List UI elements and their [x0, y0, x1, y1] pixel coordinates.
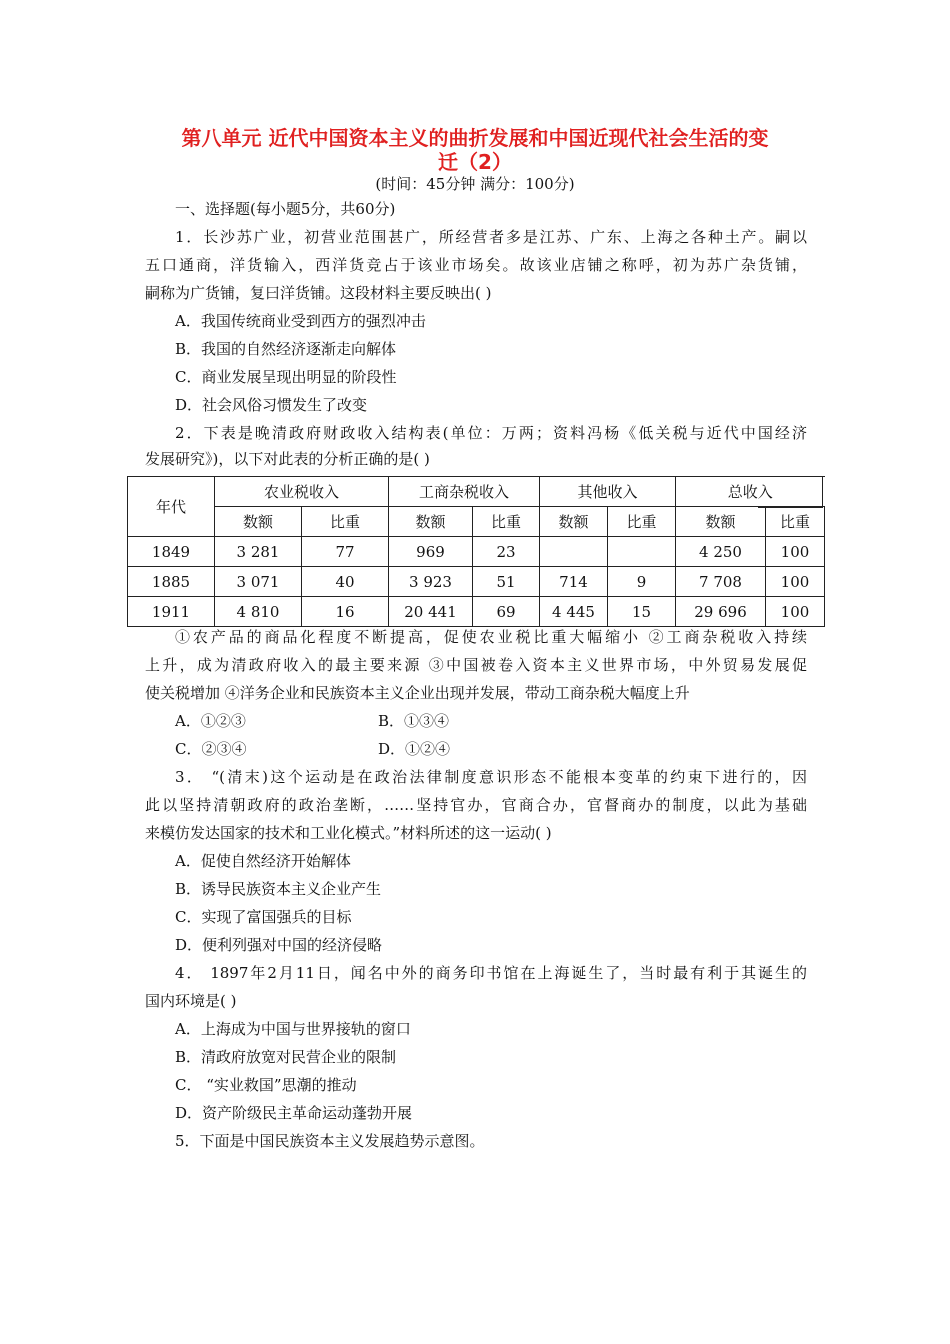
table-cell: 7 708	[676, 567, 766, 597]
table-header-commerce: 工商杂税收入	[389, 477, 540, 507]
question-3-option-b: B．诱导民族资本主义企业产生	[175, 880, 382, 898]
table-cell: 100	[766, 567, 825, 597]
table-cell: 40	[302, 567, 389, 597]
question-5-text: 5．下面是中国民族资本主义发展趋势示意图。	[175, 1132, 485, 1150]
table-cell: 969	[389, 537, 473, 567]
table-header-other: 其他收入	[540, 477, 676, 507]
section-heading: 一、选择题(每小题5分，共60分)	[175, 200, 396, 218]
question-4-option-c: C． “实业救国”思潮的推动	[175, 1076, 357, 1094]
table-cell: 4 445	[540, 597, 608, 627]
question-1-text: 1．长沙苏广业，初营业范围甚广，所经营者多是江苏、广东、上海之各种土产。嗣以	[175, 228, 807, 246]
question-2-option-d: D．①②④	[378, 740, 451, 758]
question-3-text: 3． “(清末)这个运动是在政治法律制度意识形态不能根本变革的约束下进行的，因	[175, 768, 807, 786]
question-3-text: 来模仿发达国家的技术和工业化模式。”材料所述的这一运动( )	[145, 824, 552, 842]
question-2-option-a: A．①②③	[175, 712, 246, 730]
table-row	[128, 537, 825, 567]
question-2-option-c: C．②③④	[175, 740, 247, 758]
table-subheader-ratio: 比重	[766, 507, 825, 537]
question-1-option-c: C．商业发展呈现出明显的阶段性	[175, 368, 397, 386]
table-cell: 3 281	[215, 537, 302, 567]
table-cell: 3 923	[389, 567, 473, 597]
table-cell: 15	[608, 597, 676, 627]
question-1-text: 嗣称为广货铺，复曰洋货铺。这段材料主要反映出( )	[145, 284, 492, 302]
question-3-option-a: A．促使自然经济开始解体	[175, 852, 351, 870]
table-header-year: 年代	[128, 477, 215, 537]
question-2-statements: ①农产品的商品化程度不断提高，促使农业税比重大幅缩小 ②工商杂税收入持续	[175, 628, 807, 646]
table-cell: 9	[608, 567, 676, 597]
table-subheader-ratio: 比重	[302, 507, 389, 537]
table-cell: 100	[766, 537, 825, 567]
table-cell: 23	[473, 537, 540, 567]
table-cell: 51	[473, 567, 540, 597]
exam-time-score: (时间：45分钟 满分：100分)	[375, 175, 575, 193]
table-subheader-amount: 数额	[676, 507, 766, 537]
question-4-option-d: D．资产阶级民主革命运动蓬勃开展	[175, 1104, 413, 1122]
question-1-option-d: D．社会风俗习惯发生了改变	[175, 396, 368, 414]
table-row	[128, 567, 825, 597]
document-title-continued: 迁（2）	[438, 150, 512, 174]
table-cell: 20 441	[389, 597, 473, 627]
table-cell: 1849	[128, 537, 215, 567]
question-3-option-d: D．便利列强对中国的经济侵略	[175, 936, 383, 954]
table-border-overhang	[758, 476, 823, 508]
table-cell: 3 071	[215, 567, 302, 597]
question-1-option-a: A．我国传统商业受到西方的强烈冲击	[175, 312, 426, 330]
document-title: 第八单元 近代中国资本主义的曲折发展和中国近现代社会生活的变	[181, 126, 769, 150]
question-1-text: 五口通商，洋货输入，西洋货竞占于该业市场矣。故该业店铺之称呼，初为苏广杂货铺，	[145, 256, 807, 274]
table-row	[128, 597, 825, 627]
table-cell	[608, 537, 676, 567]
table-subheader-amount: 数额	[215, 507, 302, 537]
question-4-option-b: B．清政府放宽对民营企业的限制	[175, 1048, 397, 1066]
table-header-total: 总收入	[676, 477, 825, 507]
revenue-table	[127, 476, 825, 627]
table-cell: 1911	[128, 597, 215, 627]
table-cell: 714	[540, 567, 608, 597]
table-subheader-amount: 数额	[540, 507, 608, 537]
table-subheader-ratio: 比重	[473, 507, 540, 537]
question-4-text: 4． 1897年2月11日，闻名中外的商务印书馆在上海诞生了，当时最有利于其诞生的	[175, 964, 807, 982]
table-cell: 69	[473, 597, 540, 627]
question-2-statements: 上升，成为清政府收入的最主要来源 ③中国被卷入资本主义世界市场，中外贸易发展促	[145, 656, 807, 674]
table-cell: 4 250	[676, 537, 766, 567]
question-2-text: 发展研究》)，以下对此表的分析正确的是( )	[145, 450, 430, 468]
table-header-agri: 农业税收入	[215, 477, 389, 507]
question-3-text: 此以坚持清朝政府的政治垄断，……坚持官办，官商合办，官督商办的制度，以此为基础	[145, 796, 807, 814]
question-2-statements: 使关税增加 ④洋务企业和民族资本主义企业出现并发展，带动工商杂税大幅度上升	[145, 684, 690, 702]
table-cell: 16	[302, 597, 389, 627]
table-cell: 4 810	[215, 597, 302, 627]
table-cell: 100	[766, 597, 825, 627]
question-4-option-a: A．上海成为中国与世界接轨的窗口	[175, 1020, 411, 1038]
table-subheader-amount: 数额	[389, 507, 473, 537]
table-cell: 29 696	[676, 597, 766, 627]
table-subheader-ratio: 比重	[608, 507, 676, 537]
question-3-option-c: C．实现了富国强兵的目标	[175, 908, 352, 926]
table-cell: 1885	[128, 567, 215, 597]
table-cell	[540, 537, 608, 567]
table-cell: 77	[302, 537, 389, 567]
question-2-option-b: B．①③④	[378, 712, 450, 730]
question-4-text: 国内环境是( )	[145, 992, 237, 1010]
question-2-text: 2．下表是晚清政府财政收入结构表(单位：万两；资料冯杨《低关税与近代中国经济	[175, 424, 807, 442]
question-1-option-b: B．我国的自然经济逐渐走向解体	[175, 340, 397, 358]
